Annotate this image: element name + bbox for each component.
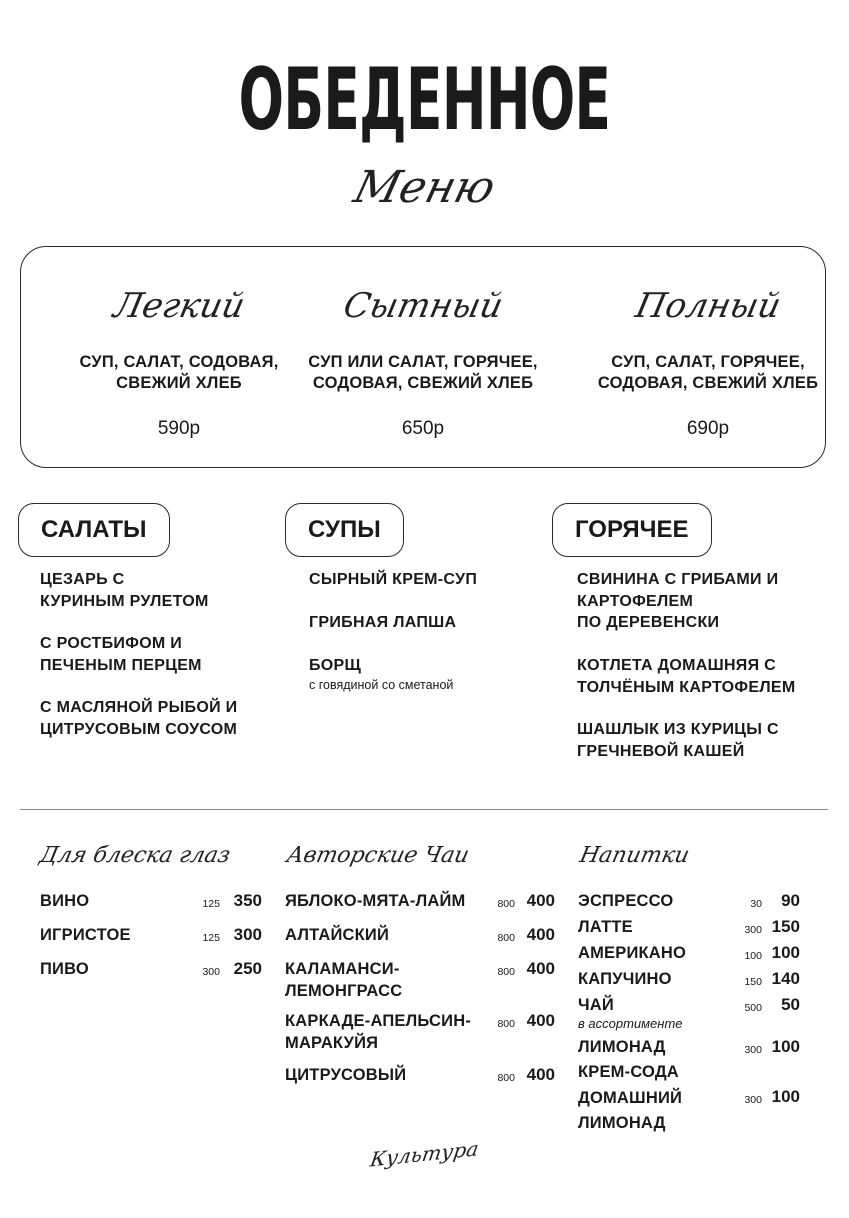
drink-subtitle: в ассортименте (578, 1016, 683, 1031)
dish-item (309, 612, 539, 634)
drink-volume: 500 (744, 1002, 762, 1014)
dish-item: СВИНИНА С ГРИБАМИ И КАРТОФЕЛЕМ ПО ДЕРЕВЕНСКИ (577, 571, 779, 631)
dish-item (309, 569, 539, 591)
dish-name: ГРИБНАЯ ЛАПША (309, 614, 457, 631)
set-name: Легкий (110, 286, 249, 326)
drink-volume (736, 1061, 762, 1064)
drink-row (40, 958, 262, 992)
drink-name (578, 994, 736, 1032)
set-price: 590р (157, 418, 201, 439)
drink-price: 400 (526, 959, 555, 978)
drink-price: 100 (771, 1087, 800, 1106)
drink-row (285, 958, 555, 1010)
drink-name: АМЕРИКАНО (578, 944, 687, 962)
dish-item: ШАШЛЫК ИЗ КУРИЦЫ С ГРЕЧНЕВОЙ КАШЕЙ (577, 721, 779, 760)
set-description: СУП ИЛИ САЛАТ, ГОРЯЧЕЕ, СОДОВАЯ, СВЕЖИЙ ХЛЕБ (308, 353, 538, 392)
set-name: Сытный (339, 286, 507, 326)
drink-price: 250 (233, 959, 262, 978)
section-divider (20, 809, 828, 810)
drink-name: ВИНО (40, 892, 90, 910)
drink-volume: 300 (744, 1044, 762, 1056)
dish-name: СЫРНЫЙ КРЕМ-СУП (309, 571, 478, 588)
dish-item: С РОСТБИФОМ И ПЕЧЕНЫМ ПЕРЦЕМ (40, 635, 202, 674)
drink-name: ДОМАШНИЙ ЛИМОНАД (578, 1089, 683, 1132)
drink-name: ЦИТРУСОВЫЙ (285, 1066, 407, 1084)
set-description: СУП, САЛАТ, ГОРЯЧЕЕ, СОДОВАЯ, СВЕЖИЙ ХЛЕБ (597, 353, 819, 392)
drink-name: АЛТАЙСКИЙ (285, 926, 390, 944)
drink-name: ИГРИСТОЕ (40, 926, 131, 944)
drink-price: 150 (771, 917, 800, 936)
drink-volume: 800 (497, 966, 515, 978)
drink-volume: 100 (744, 950, 762, 962)
drink-row (578, 942, 800, 968)
set-description: СУП, САЛАТ, СОДОВАЯ, СВЕЖИЙ ХЛЕБ (79, 353, 279, 392)
drink-name: КРЕМ-СОДА (578, 1063, 679, 1081)
drink-name: ЯБЛОКО-МЯТА-ЛАЙМ (285, 892, 466, 910)
set-price: 690р (686, 418, 730, 439)
drink-volume: 125 (202, 932, 220, 944)
drink-row (578, 890, 800, 916)
drink-price: 90 (781, 891, 800, 910)
dish-item: С МАСЛЯНОЙ РЫБОЙ И ЦИТРУСОВЫМ СОУСОМ (40, 699, 238, 738)
drink-row (285, 1064, 555, 1098)
drink-name: ЛАТТЕ (578, 918, 633, 936)
drink-price: 350 (233, 891, 262, 910)
set-hearty (287, 276, 559, 441)
dish-item: ЦЕЗАРЬ С КУРИНЫМ РУЛЕТОМ (40, 571, 209, 610)
drink-row (578, 994, 800, 1036)
drink-row (578, 1036, 800, 1061)
drink-volume: 300 (744, 924, 762, 936)
set-full (572, 276, 844, 441)
dish-note: с говядиной со сметаной (309, 677, 454, 692)
drink-row (578, 916, 800, 942)
drinks-beverages-list (578, 890, 800, 1134)
drink-name: КАЛАМАНСИ- ЛЕМОНГРАСС (285, 960, 403, 1000)
page-title: ОБЕДЕННОЕ (238, 50, 611, 150)
drink-name: КАРКАДЕ-АПЕЛЬСИН- МАРАКУЙЯ (285, 1012, 472, 1052)
drink-name: ЭСПРЕССО (578, 892, 674, 910)
drink-price: 400 (526, 925, 555, 944)
page-subtitle: Меню (348, 162, 501, 213)
drink-volume: 800 (497, 898, 515, 910)
drink-volume: 800 (497, 1072, 515, 1084)
drink-volume: 800 (497, 932, 515, 944)
set-name: Полный (632, 286, 785, 326)
set-light (43, 276, 315, 441)
dish-item: КОТЛЕТА ДОМАШНЯЯ С ТОЛЧЁНЫМ КАРТОФЕЛЕМ (577, 657, 796, 696)
category-hot-header: ГОРЯЧЕЕ (552, 503, 712, 557)
drink-row (40, 890, 262, 924)
dish-item (309, 655, 539, 694)
set-price: 650р (401, 418, 445, 439)
drink-name: ЛИМОНАД (578, 1038, 666, 1056)
category-soups-header: СУПЫ (285, 503, 404, 557)
drink-volume: 300 (744, 1094, 762, 1106)
drink-row (285, 924, 555, 958)
drink-price: 400 (526, 1011, 555, 1030)
drinks-alcohol-list (40, 890, 262, 992)
drink-price: 400 (526, 1065, 555, 1084)
drink-row (578, 1061, 800, 1086)
drink-price: 400 (526, 891, 555, 910)
drink-price: 100 (771, 943, 800, 962)
drink-price: 300 (233, 925, 262, 944)
drink-name-text: ЧАЙ (578, 996, 614, 1014)
drink-volume: 800 (497, 1018, 515, 1030)
drink-price: 50 (781, 995, 800, 1014)
drink-volume: 125 (202, 898, 220, 910)
drink-volume: 30 (750, 898, 762, 910)
brand-logo: Культура (368, 1136, 481, 1172)
drink-price: 140 (771, 969, 800, 988)
drink-row (285, 1010, 555, 1064)
drink-row (285, 890, 555, 924)
category-salads-header: САЛАТЫ (18, 503, 170, 557)
drinks-alcohol-header: Для блеска глаз (37, 843, 233, 868)
dish-name: БОРЩ (309, 657, 362, 674)
drink-volume: 150 (744, 976, 762, 988)
drink-name: ПИВО (40, 960, 89, 978)
drinks-tea-list (285, 890, 555, 1098)
drinks-beverages-header: Напитки (577, 843, 692, 868)
drink-volume: 300 (202, 966, 220, 978)
drink-price: 100 (771, 1037, 800, 1056)
drink-row (578, 968, 800, 994)
drink-row (40, 924, 262, 958)
drinks-tea-header: Авторские Чаи (284, 843, 472, 868)
drink-name: КАПУЧИНО (578, 970, 672, 988)
